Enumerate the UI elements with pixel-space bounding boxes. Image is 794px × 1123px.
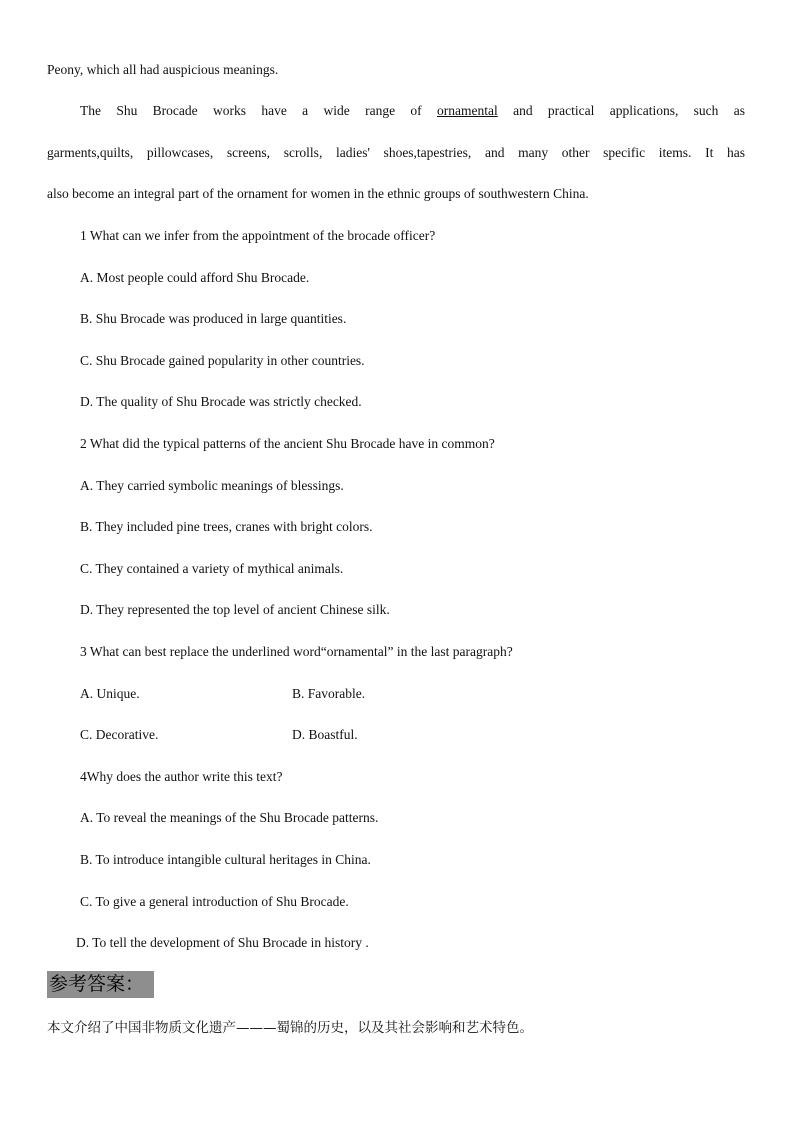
- option: D. They represented the top level of ancient Chinese silk.: [80, 602, 390, 617]
- option: D. The quality of Shu Brocade was strictly checked.: [80, 394, 362, 409]
- option: C. To give a general introduction of Shu Brocade.: [80, 894, 349, 909]
- question-stem: 1 What can we infer from the appointment of the brocade officer?: [80, 228, 436, 243]
- option: B. To introduce intangible cultural heritages in China.: [80, 852, 371, 867]
- option: A. Most people could afford Shu Brocade.: [80, 270, 310, 285]
- question-stem: 4Why does the author write this text?: [80, 769, 283, 784]
- option: B. Shu Brocade was produced in large quantities.: [80, 311, 347, 326]
- passage-line: Peony, which all had auspicious meanings.: [47, 62, 279, 77]
- passage-text: and practical applications, such as: [497, 103, 745, 118]
- option: A. They carried symbolic meanings of blessings.: [80, 478, 344, 493]
- option: A. Unique.: [80, 686, 140, 701]
- option: D. To tell the development of Shu Brocade in history .: [76, 935, 369, 950]
- answer-header: 参考答案：: [47, 971, 154, 998]
- option: A. To reveal the meanings of the Shu Brocade patterns.: [80, 810, 379, 825]
- answer-summary: 本文介绍了中国非物质文化遗产———蜀锦的历史，以及其社会影响和艺术特色。: [47, 1020, 533, 1036]
- passage-line: [80, 102, 745, 120]
- underlined-word: ornamental: [437, 103, 498, 118]
- question-stem: 3 What can best replace the underlined word“ornamental” in the last paragraph?: [80, 644, 513, 659]
- option: B. Favorable.: [292, 686, 366, 701]
- option: D. Boastful.: [292, 727, 358, 742]
- option: B. They included pine trees, cranes with bright colors.: [80, 519, 373, 534]
- passage-text: The Shu Brocade works have a wide range of: [80, 103, 437, 118]
- passage-line: also become an integral part of the ornament for women in the ethnic groups of southwestern China.: [47, 186, 589, 201]
- option: C. Shu Brocade gained popularity in other countries.: [80, 353, 365, 368]
- option: C. Decorative.: [80, 727, 159, 742]
- option: C. They contained a variety of mythical animals.: [80, 561, 344, 576]
- passage-line: garments,quilts, pillowcases, screens, scrolls, ladies' shoes,tapestries, and many other specific items. It has: [47, 145, 745, 160]
- question-stem: 2 What did the typical patterns of the ancient Shu Brocade have in common?: [80, 436, 495, 451]
